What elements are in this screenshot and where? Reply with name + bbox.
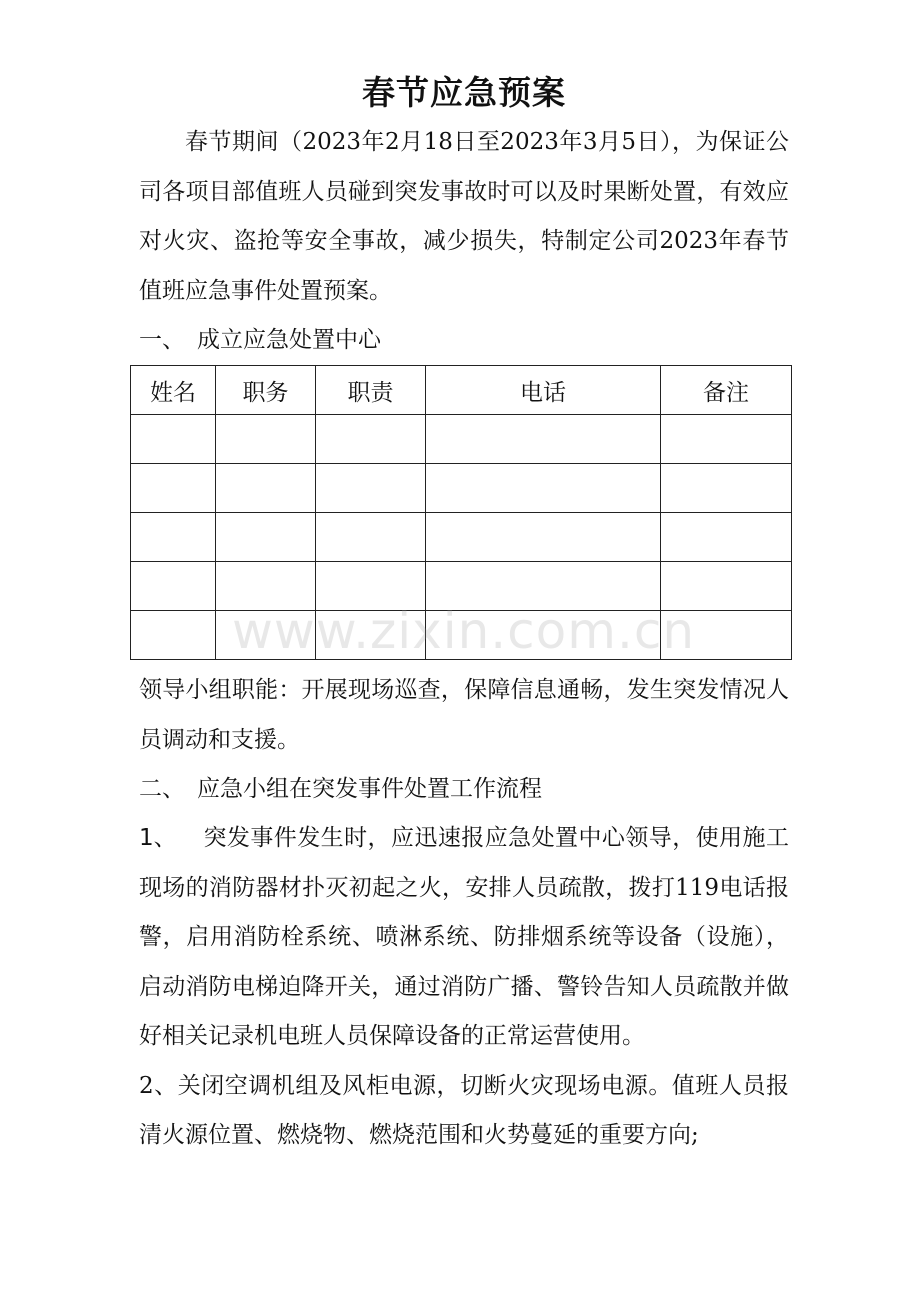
watermark: www.zixin.com.cn: [232, 602, 696, 660]
table-cell: [316, 415, 426, 464]
emergency-center-table: [130, 365, 792, 660]
table-cell: [216, 513, 316, 562]
section-1-heading: [139, 316, 789, 365]
section-1-number: 一、: [139, 327, 185, 353]
leader-function-paragraph: 领导小组职能：开展现场巡查，保障信息通畅，发生突发情况人员调动和支援。: [139, 677, 789, 753]
table-cell: [661, 611, 792, 660]
table-cell: [316, 464, 426, 513]
column-header-duty: 职责: [316, 366, 426, 415]
table-cell: [426, 415, 661, 464]
table-cell: [426, 562, 661, 611]
table-cell: [316, 562, 426, 611]
document-title: 春节应急预案: [362, 73, 566, 112]
column-header-remarks: 备注: [661, 366, 792, 415]
table-cell: [131, 611, 216, 660]
section-1-title: 成立应急处置中心: [197, 327, 381, 353]
table-row: [131, 611, 792, 660]
table-cell: [216, 611, 316, 660]
table-row: [131, 415, 792, 464]
intro-paragraph: 春节期间（2023年2月18日至2023年3月5日），为保证公司各项目部值班人员碰到突发事故时可以及时果断处置，有效应对火灾、盗抢等安全事故，减少损失，特制定公司2023年春节值班应急事件处置预案。: [139, 129, 789, 304]
table-cell: [661, 562, 792, 611]
step-1-text: 突发事件发生时，应迅速报应急处置中心领导，使用施工现场的消防器材扑灭初起之火，安排人员疏散，拨打119电话报警，启用消防栓系统、喷淋系统、防排烟系统等设备（设施），启动消防电梯迫降开关，通过消防广播、警铃告知人员疏散并做好相关记录机电班人员保障设备的正常运营使用。: [139, 825, 789, 1049]
section-2-title: 应急小组在突发事件处置工作流程: [197, 776, 542, 802]
step-2-text: 关闭空调机组及风柜电源，切断火灾现场电源。值班人员报清火源位置、燃烧物、燃烧范围和火势蔓延的重要方向;: [139, 1072, 789, 1148]
table-row: [131, 562, 792, 611]
table-cell: [316, 513, 426, 562]
table-cell: [216, 464, 316, 513]
document-page: [139, 70, 789, 1161]
table-cell: [216, 415, 316, 464]
step-2-paragraph: [139, 1062, 789, 1161]
section-2-number: 二、: [139, 776, 185, 802]
section-2-heading: [139, 765, 789, 814]
table-cell: [131, 464, 216, 513]
table-cell: [661, 415, 792, 464]
step-2-number: 2、: [139, 1072, 178, 1099]
table-cell: [131, 415, 216, 464]
column-header-position: 职务: [216, 366, 316, 415]
table-cell: [131, 513, 216, 562]
step-1-paragraph: [139, 814, 789, 1062]
table-cell: [131, 562, 216, 611]
column-header-name: 姓名: [131, 366, 216, 415]
table-cell: [426, 611, 661, 660]
column-header-phone: 电话: [426, 366, 661, 415]
table-cell: [426, 464, 661, 513]
table-row: [131, 513, 792, 562]
table-cell: [661, 513, 792, 562]
step-1-number: 1、: [139, 825, 177, 851]
table-row: [131, 464, 792, 513]
table-cell: [661, 464, 792, 513]
table-cell: [316, 611, 426, 660]
table-cell: [216, 562, 316, 611]
table-cell: [426, 513, 661, 562]
table-header-row: [131, 366, 792, 415]
